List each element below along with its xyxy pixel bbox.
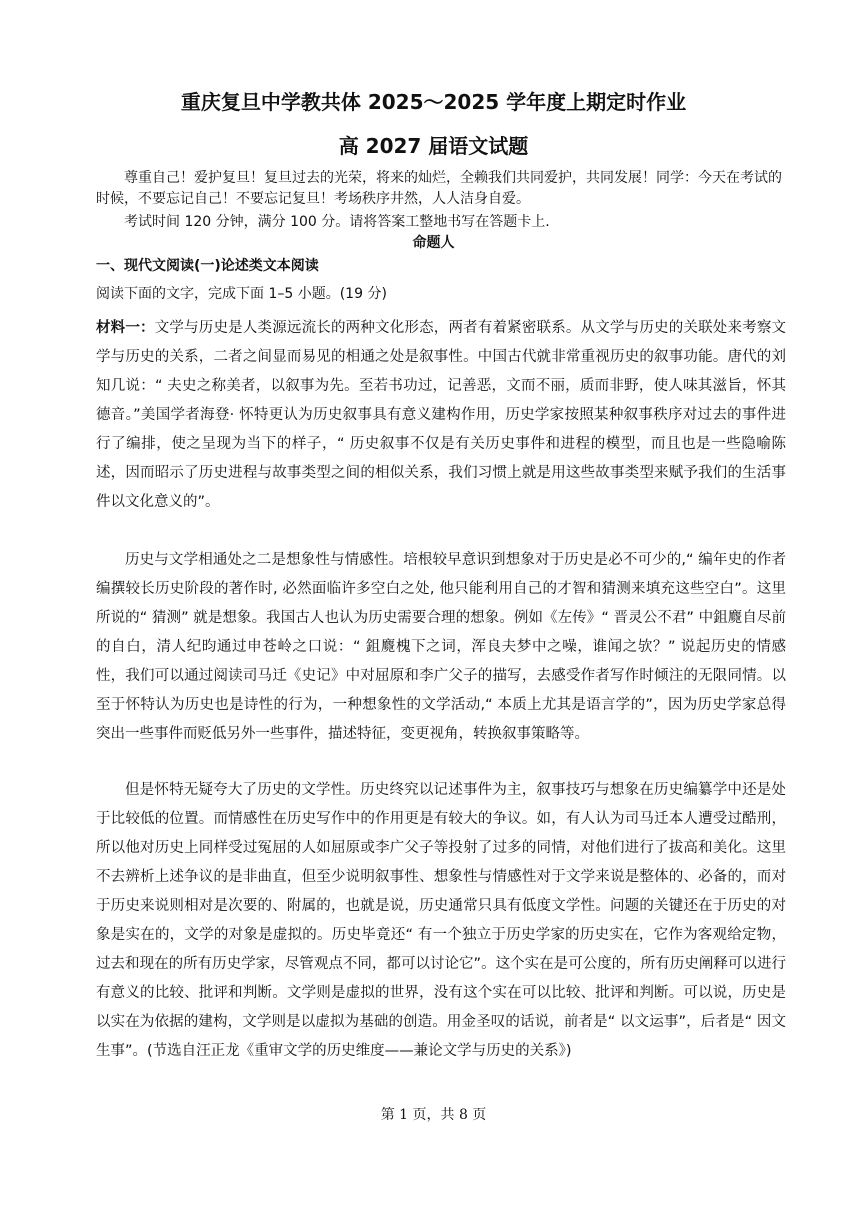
section-heading: 一、现代文阅读(一)论述类文本阅读 — [96, 258, 319, 274]
page-number: 第 1 页，共 8 页 — [380, 1107, 487, 1123]
exam-title: 重庆复旦中学教共体 2025～2025 学年度上期定时作业 — [180, 90, 687, 114]
section-instruction: 阅读下面的文字，完成下面 1–5 小题。(19 分) — [96, 286, 387, 302]
material-label: 材料一： — [96, 320, 155, 336]
motto-paragraph: 尊重自己！爱护复旦！复旦过去的光荣，将来的灿烂，全赖我们共同爱护，共同发展！同学：今天在考试的时候，不要忘记自己！不要忘记复旦！考场秩序井然，人人洁身自爱。 — [96, 170, 782, 207]
motto-text — [96, 168, 786, 210]
exam-subtitle: 高 2027 届语文试题 — [338, 134, 529, 158]
exam-info — [96, 212, 786, 233]
material-paragraph-1 — [96, 314, 786, 517]
material-paragraph-2-text: 历史与文学相通处之二是想象性与情感性。培根较早意识到想象对于历史是必不可少的,“ 编年史的作者编撰较长历史阶段的著作时, 必然面临许多空白之处, 他只能利用自己的才智和猜测来填充这些空白”。这里所说的“ 猜测” 就是想象。我国古人也认为历史需要合理的想象。例如《左传》“ 晋灵公不君” 中鉏麑自尽前的自白，清人纪昀通过申苍岭之口说：“ 鉏麑槐下之词，浑良夫梦中之噪，谁闻之欤？” 说起历史的情感性，我们可以通过阅读司马迁《史记》中对屈原和李广父子的描写，去感受作者写作时倾注的无限同情。以至于怀特认为历史也是诗性的行为，一种想象性的文学活动,“ 本质上尤其是语言学的”，因为历史学家总得突出一些事件而贬低另外一些事件，描述特征，变更视角，转换叙事策略等。 — [96, 552, 786, 742]
author-label: 命题人 — [412, 235, 455, 251]
material-paragraph-3-text: 但是怀特无疑夸大了历史的文学性。历史终究以记述事件为主，叙事技巧与想象在历史编纂学中还是处于比较低的位置。而情感性在历史写作中的作用更是有较大的争议。如，有人认为司马迁本人遭受过酷刑，所以他对历史上同样受过冤屈的人如屈原或李广父子等投射了过多的同情，对他们进行了拔高和美化。这里不去辨析上述争议的是非曲直，但至少说明叙事性、想象性与情感性对于文学来说是整体的、必备的，而对于历史来说则相对是次要的、附属的，也就是说，历史通常只具有低度文学性。问题的关键还在于历史的对象是实在的，文学的对象是虚拟的。历史毕竟还“ 有一个独立于历史学家的历史实在，它作为客观给定物，过去和现在的所有历史学家，尽管观点不同，都可以讨论它”。这个实在是可公度的，所有历史阐释可以进行有意义的比较、批评和判断。文学则是虚拟的世界，没有这个实在可以比较、批评和判断。可以说，历史是以实在为依据的建构，文学则是以虚拟为基础的创造。用金圣叹的话说，前者是“ 以文运事”，后者是“ 因文生事”。(节选自汪正龙《重审文学的历史维度——兼论文学与历史的关系》) — [96, 782, 786, 1059]
material-paragraph-3 — [96, 776, 786, 1066]
material-paragraph-2 — [96, 546, 786, 749]
exam-info-text: 考试时间 120 分钟，满分 100 分。请将答案工整地书写在答题卡上. — [124, 214, 550, 230]
material-paragraph-1-text: 文学与历史是人类源远流长的两种文化形态，两者有着紧密联系。从文学与历史的关联处来考察文学与历史的关系，二者之间显而易见的相通之处是叙事性。中国古代就非常重视历史的叙事功能。唐代的刘知几说：“ 夫史之称美者，以叙事为先。至若书功过，记善恶，文而不丽，质而非野，使人味其滋旨，怀其德音。”美国学者海登· 怀特更认为历史叙事具有意义建构作用，历史学家按照某种叙事秩序对过去的事件进行了编排，使之呈现为当下的样子，“ 历史叙事不仅是有关历史事件和进程的模型，而且也是一些隐喻陈述，因而昭示了历史进程与故事类型之间的相似关系，我们习惯上就是用这些故事类型来赋予我们的生活事件以文化意义的”。 — [96, 320, 787, 510]
